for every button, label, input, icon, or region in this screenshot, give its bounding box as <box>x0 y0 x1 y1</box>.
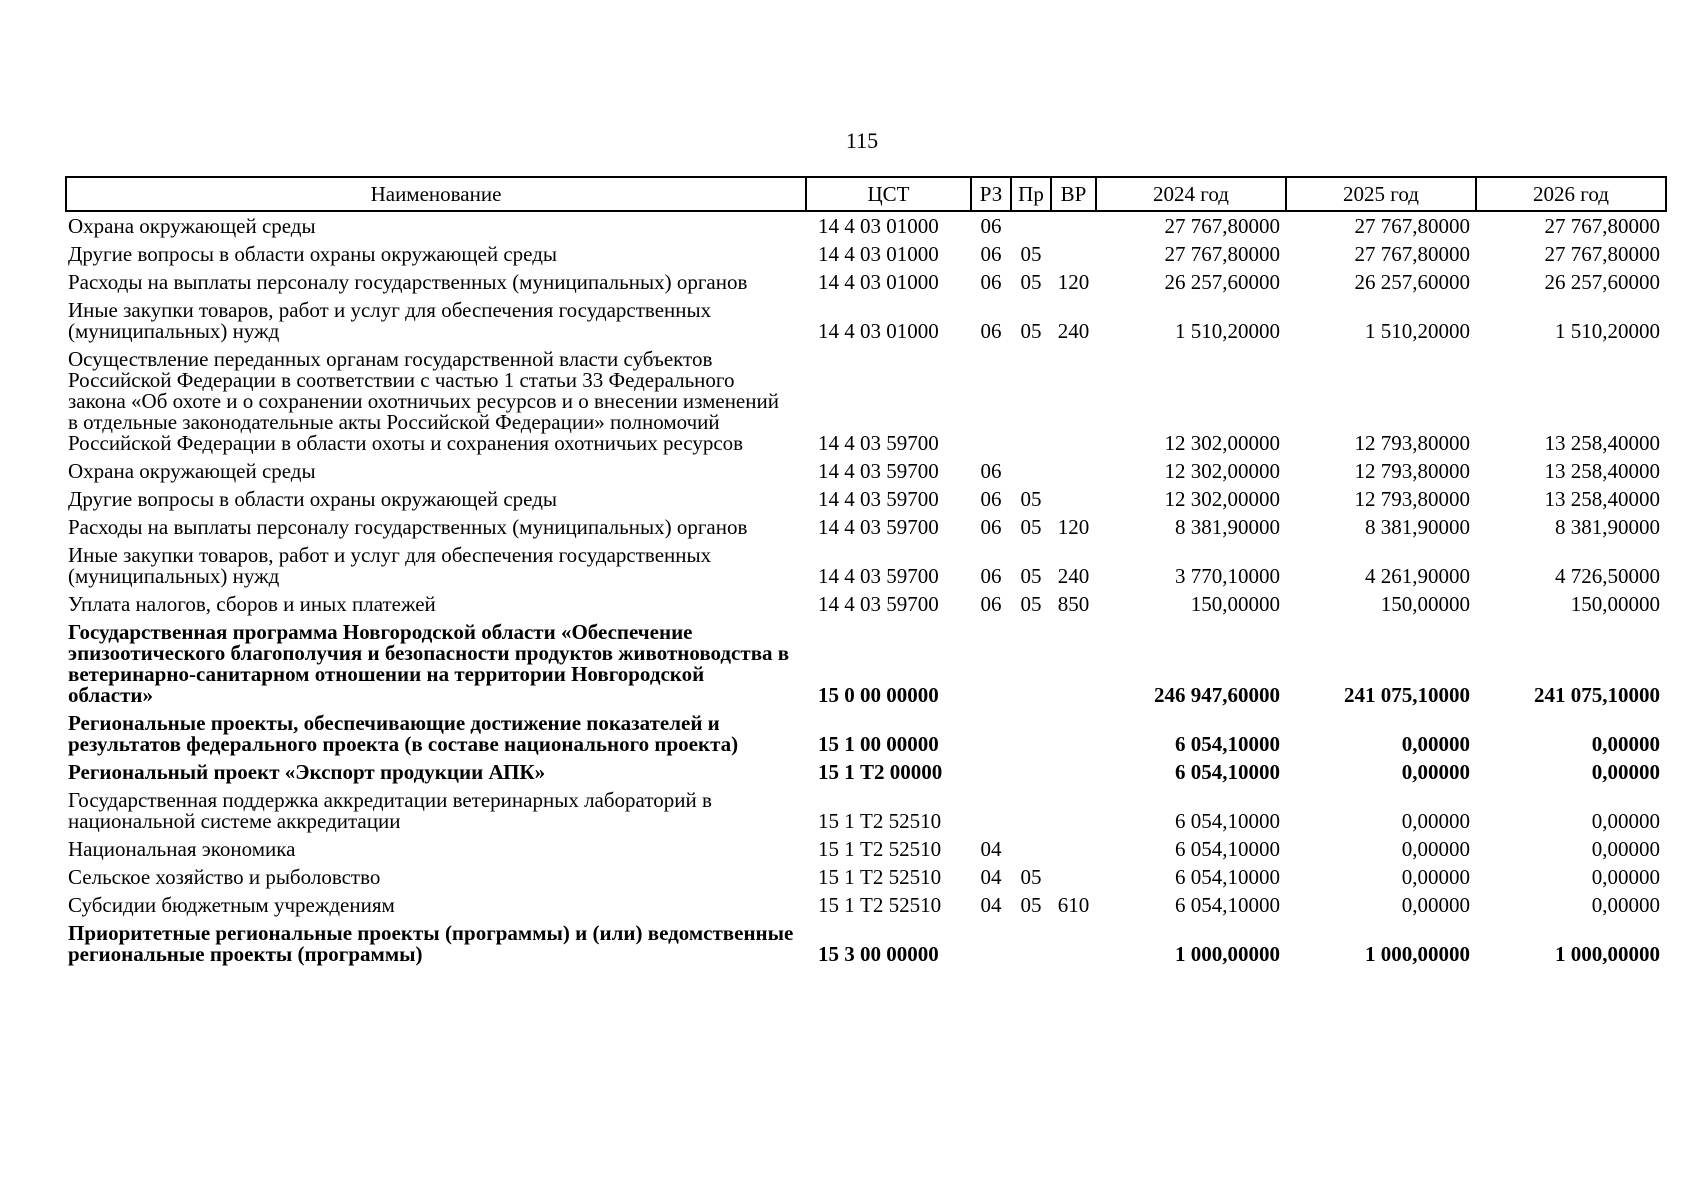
cell-2024: 6 054,10000 <box>1175 760 1280 784</box>
cell-2024: 27 767,80000 <box>1164 214 1280 238</box>
table-row <box>66 835 1666 863</box>
cell-rz <box>971 345 1011 457</box>
cell-2024: 12 302,00000 <box>1164 459 1280 483</box>
cell-2025: 12 793,80000 <box>1354 487 1470 511</box>
cell-2026: 0,00000 <box>1591 865 1660 889</box>
cell-name: Государственная поддержка аккредитации ветеринарных лабораторий в национальной системе аккредитации <box>68 788 712 833</box>
cell-2026: 0,00000 <box>1591 893 1660 917</box>
cell-cst: 14 4 03 01000 <box>818 214 939 238</box>
table-row <box>66 618 1666 709</box>
cell-2025: 27 767,80000 <box>1354 242 1470 266</box>
cell-cst: 15 1 Т2 52510 <box>818 893 942 917</box>
cell-cst: 15 1 Т2 52510 <box>818 865 942 889</box>
cell-2025: 0,00000 <box>1401 760 1470 784</box>
cell-rz: 06 <box>980 487 1002 511</box>
cell-pr: 05 <box>1020 242 1042 266</box>
cell-cst: 14 4 03 59700 <box>818 592 939 616</box>
cell-2024: 1 510,20000 <box>1175 319 1280 343</box>
cell-2024: 6 054,10000 <box>1175 865 1280 889</box>
cell-2026: 26 257,60000 <box>1544 270 1660 294</box>
cell-cst: 15 1 Т2 00000 <box>818 760 943 784</box>
cell-vr <box>1051 240 1096 268</box>
page-number: 115 <box>845 128 879 153</box>
table-row <box>66 541 1666 590</box>
cell-vr <box>1051 211 1096 240</box>
cell-2026: 0,00000 <box>1591 732 1660 756</box>
cell-2026: 13 258,40000 <box>1544 431 1660 455</box>
cell-vr: 610 <box>1057 893 1090 917</box>
cell-rz: 06 <box>980 459 1002 483</box>
cell-cst: 15 1 Т2 52510 <box>818 837 942 861</box>
cell-pr <box>1011 618 1051 709</box>
header-name: Наименование <box>66 177 806 211</box>
cell-2025: 1 000,00000 <box>1365 942 1470 966</box>
cell-cst: 15 1 00 00000 <box>818 732 939 756</box>
table-row <box>66 513 1666 541</box>
cell-vr <box>1051 485 1096 513</box>
cell-vr <box>1051 919 1096 968</box>
cell-2025: 12 793,80000 <box>1354 431 1470 455</box>
cell-pr <box>1011 758 1051 786</box>
cell-pr: 05 <box>1020 319 1042 343</box>
cell-cst: 14 4 03 01000 <box>818 242 939 266</box>
cell-2025: 8 381,90000 <box>1365 515 1470 539</box>
cell-pr: 05 <box>1020 865 1042 889</box>
cell-cst: 15 1 Т2 52510 <box>818 809 942 833</box>
cell-vr: 240 <box>1057 319 1090 343</box>
table-row <box>66 919 1666 968</box>
cell-pr: 05 <box>1020 515 1042 539</box>
cell-vr: 850 <box>1057 592 1090 616</box>
cell-cst: 14 4 03 59700 <box>818 564 939 588</box>
cell-rz: 06 <box>980 319 1002 343</box>
table-row <box>66 457 1666 485</box>
cell-cst: 14 4 03 01000 <box>818 270 939 294</box>
cell-name: Расходы на выплаты персоналу государственных (муниципальных) органов <box>68 515 748 539</box>
header-pr: Пр <box>1011 177 1051 211</box>
cell-2026: 13 258,40000 <box>1544 487 1660 511</box>
table-row <box>66 211 1666 240</box>
cell-2026: 1 000,00000 <box>1555 942 1660 966</box>
cell-cst: 14 4 03 59700 <box>818 459 939 483</box>
cell-2024: 27 767,80000 <box>1164 242 1280 266</box>
cell-name: Осуществление переданных органам государственной власти субъектов Российской Федерации в соответствии с частью 1 статьи 33 Федерального закона «Об охоте и о сохранении охотничьих ресурсов и о внесении изменений в отдельные законодательные акты Российской Федерации» полномочий Российской Федерации в области охоты и сохранения охотничьих ресурсов <box>68 347 779 455</box>
cell-2026: 0,00000 <box>1591 837 1660 861</box>
cell-pr <box>1011 709 1051 758</box>
cell-2024: 3 770,10000 <box>1175 564 1280 588</box>
cell-2026: 8 381,90000 <box>1555 515 1660 539</box>
cell-2025: 26 257,60000 <box>1354 270 1470 294</box>
cell-rz: 06 <box>980 515 1002 539</box>
cell-2026: 27 767,80000 <box>1544 242 1660 266</box>
cell-name: Региональные проекты, обеспечивающие достижение показателей и результатов федерального проекта (в составе национального проекта) <box>68 711 739 756</box>
cell-rz <box>971 758 1011 786</box>
cell-vr <box>1051 786 1096 835</box>
cell-rz: 04 <box>980 837 1002 861</box>
cell-cst: 14 4 03 01000 <box>818 319 939 343</box>
table-row <box>66 485 1666 513</box>
cell-2025: 241 075,10000 <box>1344 683 1470 707</box>
table-row <box>66 891 1666 919</box>
cell-name: Национальная экономика <box>68 837 296 861</box>
cell-name: Государственная программа Новгородской области «Обеспечение эпизоотического благополучия и безопасности продуктов животноводства в ветеринарно-санитарном отношении на территории Новгородской области» <box>68 620 790 707</box>
cell-2024: 246 947,60000 <box>1154 683 1280 707</box>
cell-vr <box>1051 863 1096 891</box>
cell-cst: 14 4 03 59700 <box>818 515 939 539</box>
cell-2024: 12 302,00000 <box>1164 487 1280 511</box>
cell-rz: 06 <box>980 592 1002 616</box>
cell-vr: 120 <box>1057 270 1090 294</box>
table-row <box>66 590 1666 618</box>
cell-2025: 0,00000 <box>1401 837 1470 861</box>
cell-2025: 150,00000 <box>1380 592 1470 616</box>
table-row <box>66 345 1666 457</box>
table-row <box>66 296 1666 345</box>
cell-name: Уплата налогов, сборов и иных платежей <box>68 592 436 616</box>
cell-2026: 4 726,50000 <box>1555 564 1660 588</box>
cell-2024: 6 054,10000 <box>1175 893 1280 917</box>
cell-rz: 06 <box>980 214 1002 238</box>
cell-cst: 14 4 03 59700 <box>818 431 939 455</box>
cell-cst: 15 0 00 00000 <box>818 683 939 707</box>
cell-name: Другие вопросы в области охраны окружающей среды <box>68 242 557 266</box>
cell-name: Другие вопросы в области охраны окружающей среды <box>68 487 557 511</box>
table-row <box>66 863 1666 891</box>
cell-2024: 150,00000 <box>1190 592 1280 616</box>
cell-2026: 150,00000 <box>1570 592 1660 616</box>
cell-2024: 6 054,10000 <box>1175 837 1280 861</box>
cell-name: Охрана окружающей среды <box>68 214 316 238</box>
cell-vr <box>1051 835 1096 863</box>
header-2024: 2024 год <box>1096 177 1286 211</box>
cell-2025: 0,00000 <box>1401 809 1470 833</box>
cell-rz: 04 <box>980 865 1002 889</box>
cell-pr: 05 <box>1020 270 1042 294</box>
cell-pr: 05 <box>1020 592 1042 616</box>
header-2026: 2026 год <box>1476 177 1666 211</box>
cell-2025: 0,00000 <box>1401 865 1470 889</box>
cell-name: Охрана окружающей среды <box>68 459 316 483</box>
cell-2025: 4 261,90000 <box>1365 564 1470 588</box>
cell-vr <box>1051 618 1096 709</box>
cell-pr: 05 <box>1020 893 1042 917</box>
table-row <box>66 240 1666 268</box>
cell-name: Региональный проект «Экспорт продукции АПК» <box>68 760 546 784</box>
cell-2026: 0,00000 <box>1591 760 1660 784</box>
cell-2025: 12 793,80000 <box>1354 459 1470 483</box>
cell-2024: 6 054,10000 <box>1175 809 1280 833</box>
header-cst: ЦСТ <box>806 177 971 211</box>
cell-2024: 12 302,00000 <box>1164 431 1280 455</box>
cell-vr <box>1051 457 1096 485</box>
cell-2026: 241 075,10000 <box>1534 683 1660 707</box>
cell-vr <box>1051 345 1096 457</box>
cell-pr <box>1011 786 1051 835</box>
cell-rz <box>971 919 1011 968</box>
header-row <box>66 177 1666 211</box>
table-body <box>66 211 1666 968</box>
cell-pr <box>1011 345 1051 457</box>
cell-rz: 06 <box>980 564 1002 588</box>
cell-vr: 240 <box>1057 564 1090 588</box>
cell-rz: 04 <box>980 893 1002 917</box>
cell-2026: 1 510,20000 <box>1555 319 1660 343</box>
cell-name: Расходы на выплаты персоналу государственных (муниципальных) органов <box>68 270 748 294</box>
cell-rz <box>971 786 1011 835</box>
cell-rz: 06 <box>980 270 1002 294</box>
cell-rz <box>971 709 1011 758</box>
table-row <box>66 786 1666 835</box>
cell-rz: 06 <box>980 242 1002 266</box>
table-row <box>66 758 1666 786</box>
cell-2024: 26 257,60000 <box>1164 270 1280 294</box>
cell-2025: 0,00000 <box>1401 893 1470 917</box>
cell-name: Субсидии бюджетным учреждениям <box>68 893 395 917</box>
cell-pr <box>1011 211 1051 240</box>
cell-vr: 120 <box>1057 515 1090 539</box>
cell-2026: 27 767,80000 <box>1544 214 1660 238</box>
cell-2025: 1 510,20000 <box>1365 319 1470 343</box>
cell-name: Приоритетные региональные проекты (программы) и (или) ведомственные региональные проекты (программы) <box>68 921 794 966</box>
cell-2024: 6 054,10000 <box>1175 732 1280 756</box>
cell-pr <box>1011 835 1051 863</box>
cell-2026: 13 258,40000 <box>1544 459 1660 483</box>
header-rz: РЗ <box>971 177 1011 211</box>
cell-cst: 15 3 00 00000 <box>818 942 939 966</box>
cell-vr <box>1051 709 1096 758</box>
cell-2024: 1 000,00000 <box>1175 942 1280 966</box>
cell-cst: 14 4 03 59700 <box>818 487 939 511</box>
cell-2024: 8 381,90000 <box>1175 515 1280 539</box>
cell-2026: 0,00000 <box>1591 809 1660 833</box>
cell-name: Иные закупки товаров, работ и услуг для обеспечения государственных (муниципальных) нужд <box>68 298 712 343</box>
cell-name: Иные закупки товаров, работ и услуг для обеспечения государственных (муниципальных) нужд <box>68 543 712 588</box>
cell-pr <box>1011 919 1051 968</box>
cell-pr: 05 <box>1020 564 1042 588</box>
cell-vr <box>1051 758 1096 786</box>
budget-table <box>65 176 1667 968</box>
cell-name: Сельское хозяйство и рыболовство <box>68 865 381 889</box>
table-row <box>66 268 1666 296</box>
header-2025: 2025 год <box>1286 177 1476 211</box>
cell-pr <box>1011 457 1051 485</box>
cell-pr: 05 <box>1020 487 1042 511</box>
cell-2025: 0,00000 <box>1401 732 1470 756</box>
header-vr: ВР <box>1051 177 1096 211</box>
cell-rz <box>971 618 1011 709</box>
table-row <box>66 709 1666 758</box>
cell-2025: 27 767,80000 <box>1354 214 1470 238</box>
table-header <box>66 177 1666 211</box>
